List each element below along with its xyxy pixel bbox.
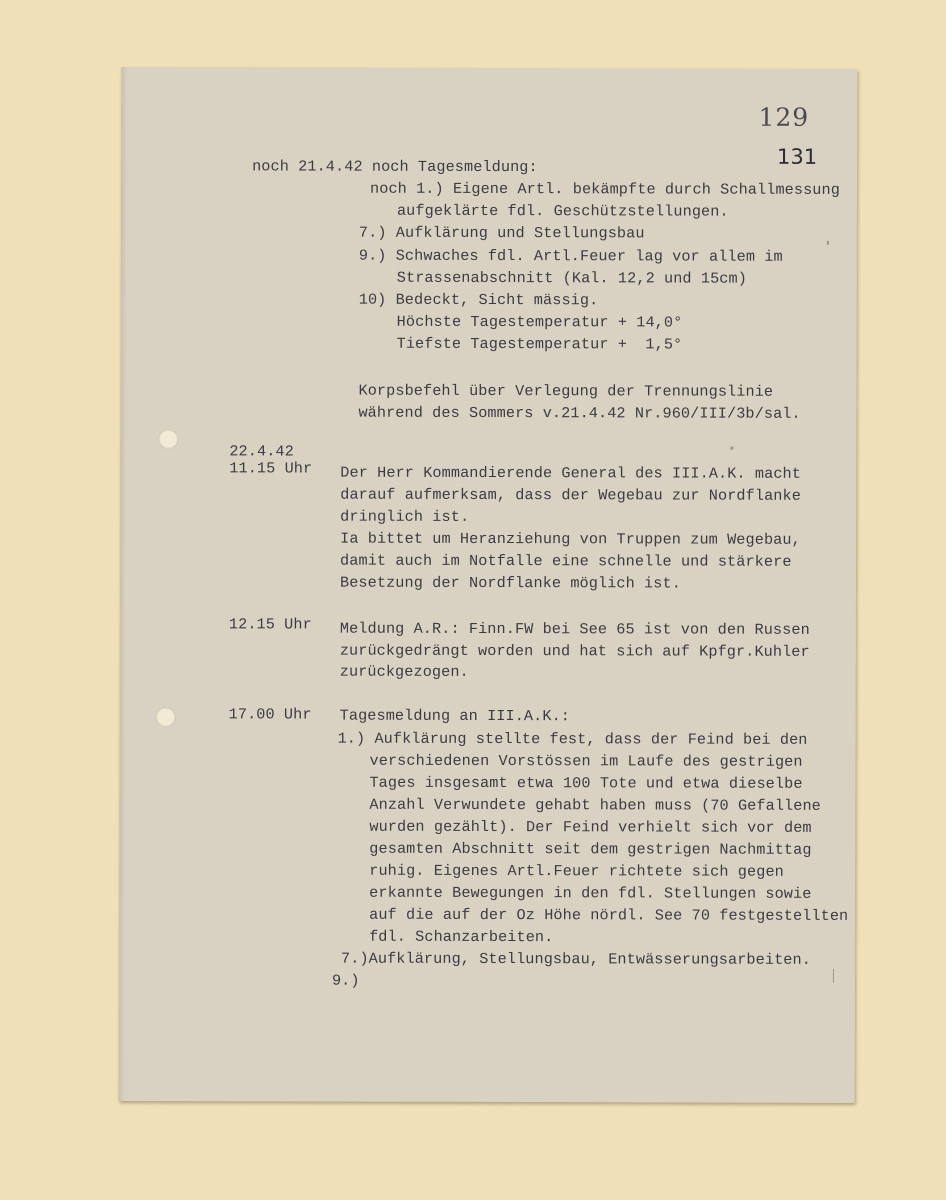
document-page: [119, 67, 858, 1103]
doc-line: fdl. Schanzarbeiten.: [369, 927, 554, 947]
doc-line: verschiedenen Vorstössen im Laufe des gestrigen: [369, 751, 803, 771]
doc-line: Besetzung der Nordflanke möglich ist.: [339, 573, 681, 593]
doc-line: Tiefste Tagestemperatur + 1,5°: [396, 334, 683, 354]
doc-line: dringlich ist.: [340, 507, 470, 526]
doc-line: Anzahl Verwundete gehabt haben muss (70 Gefallene: [369, 795, 821, 815]
stamped-page-number: 129: [758, 102, 810, 132]
doc-line: ruhig. Eigenes Artl.Feuer richtete sich gegen: [369, 861, 784, 881]
doc-line: Der Herr Kommandierende General des III.A.K. macht: [340, 463, 802, 483]
entry-date: 22.4.42: [229, 442, 294, 461]
punch-hole-lower: [156, 707, 176, 727]
punch-hole-upper: [158, 429, 178, 449]
paper-speck: [833, 969, 834, 983]
doc-line: Strassenabschnitt (Kal. 12,2 und 15cm): [396, 268, 747, 288]
doc-line: darauf aufmerksam, dass der Wegebau zur Nordflanke: [340, 485, 801, 505]
doc-line: 7.) Aufklärung und Stellungsbau: [358, 223, 645, 243]
doc-line: 9.): [331, 971, 360, 990]
doc-line: während des Sommers v.21.4.42 Nr.960/III/3b/sal.: [358, 403, 801, 423]
entry-time: 11.15 Uhr: [229, 459, 313, 478]
doc-line: Korpsbefehl über Verlegung der Trennungslinie: [358, 381, 774, 401]
paper-speck: [730, 447, 733, 450]
entry-time: 17.00 Uhr: [228, 705, 312, 724]
doc-line: auf die auf der Oz Höhe nördl. See 70 festgestellten: [369, 905, 849, 925]
doc-line: Tagesmeldung an III.A.K.:: [339, 706, 571, 726]
doc-line: 9.) Schwaches fdl. Artl.Feuer lag vor allem im: [358, 246, 783, 266]
doc-line: gesamten Abschnitt seit dem gestrigen Nachmittag: [369, 839, 812, 859]
doc-line: Meldung A.R.: Finn.FW bei See 65 ist von den Russen: [339, 619, 810, 639]
doc-line: Höchste Tagestemperatur + 14,0°: [396, 312, 683, 332]
doc-line: noch 1.) Eigene Artl. bekämpfte durch Schallmessung: [370, 179, 840, 199]
handwritten-page-number: 131: [776, 144, 818, 169]
doc-line: 7.)Aufklärung, Stellungsbau, Entwässerungsarbeiten.: [340, 949, 811, 969]
paper-speck: [827, 241, 829, 245]
doc-line: zurückgedrängt worden und hat sich auf Kpfgr.Kuhler: [339, 641, 810, 661]
doc-line: erkannte Bewegungen in den fdl. Stellungen sowie: [369, 883, 812, 903]
doc-line: aufgeklärte fdl. Geschützstellungen.: [396, 201, 729, 221]
doc-line: damit auch im Notfalle eine schnelle und stärkere: [340, 551, 792, 571]
doc-line: Ia bittet um Heranziehung von Truppen zum Wegebau,: [340, 529, 801, 549]
doc-line: wurden gezählt). Der Feind verhielt sich vor dem: [369, 817, 812, 837]
doc-line: noch 21.4.42 noch Tagesmeldung:: [252, 157, 538, 177]
entry-time: 12.15 Uhr: [228, 615, 312, 634]
page-edge-shadow: [119, 67, 128, 1101]
doc-line: zurückgezogen.: [339, 662, 469, 681]
doc-line: 10) Bedeckt, Sicht mässig.: [358, 290, 599, 310]
doc-line: 1.) Aufklärung stellte fest, dass der Feind bei den: [337, 729, 808, 749]
doc-line: Tages insgesamt etwa 100 Tote und etwa dieselbe: [369, 773, 803, 793]
